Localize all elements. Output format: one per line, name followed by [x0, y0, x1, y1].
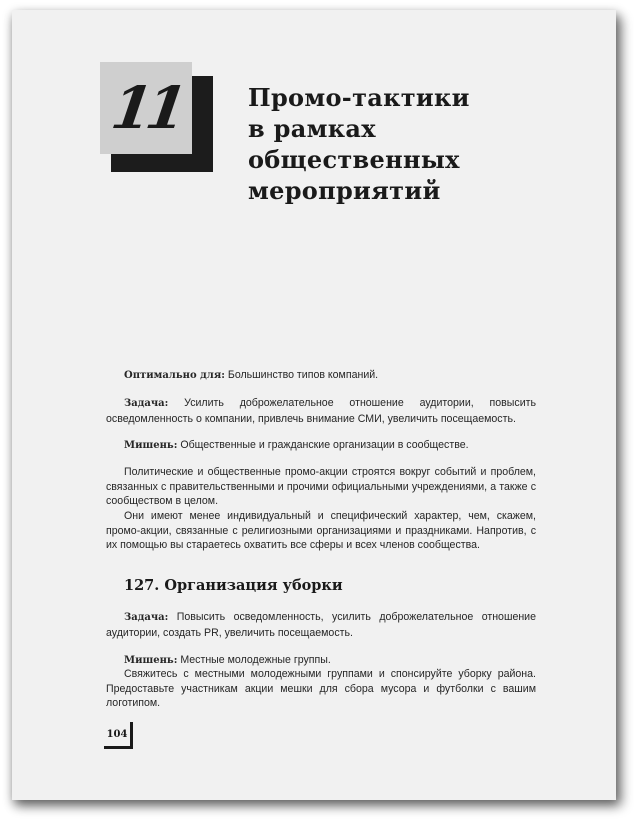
- intro-paragraph-1: Политические и общественные промо-акции строятся вокруг событий и проблем, связанных с правительственными и прочими официальными учреждениями, а также с сообществом в целом.: [106, 466, 536, 507]
- section-task-paragraph: [106, 610, 536, 640]
- chapter-title-line: Промо-тактики: [248, 83, 470, 112]
- page-number: 104: [104, 722, 133, 749]
- optimal-for-label: Оптимально для:: [124, 370, 225, 381]
- intro-paragraph-2: Они имеют менее индивидуальный и специфический характер, чем, скажем, промо-акции, связанные с религиозными организациями и праздниками. Напротив, с их помощью вы стараетесь охватить все сферы и всех членов сообщества.: [106, 510, 536, 551]
- optimal-for-text: Большинство типов компаний.: [224, 369, 379, 381]
- section-target-text: Местные молодежные группы.: [177, 654, 331, 666]
- target-text: Общественные и гражданские организации в сообществе.: [177, 439, 469, 451]
- chapter-title: [248, 82, 548, 206]
- task-text: Усилить доброжелательное отношение аудитории, повысить осведомленность о компании, привлечь внимание СМИ, увеличить посещаемость.: [106, 397, 536, 425]
- chapter-title-line: общественных: [248, 145, 460, 174]
- section-body-paragraph: Свяжитесь с местными молодежными группами и спонсируйте уборку района. Предоставьте участникам акции мешки для сбора мусора и футболки с вашим логотипом.: [106, 668, 536, 709]
- chapter-number-box: [100, 62, 192, 154]
- section-target-label: Мишень:: [124, 655, 178, 666]
- target-paragraph: [106, 438, 536, 454]
- task-paragraph: [106, 396, 536, 426]
- optimal-for-paragraph: [106, 368, 536, 384]
- chapter-title-line: в рамках: [248, 114, 376, 143]
- chapter-title-line: мероприятий: [248, 176, 441, 205]
- task-label: Задача:: [124, 398, 169, 409]
- section-heading: 127. Организация уборки: [124, 577, 343, 594]
- section-task-label: Задача:: [124, 612, 169, 623]
- section-task-text: Повысить осведомленность, усилить доброжелательное отношение аудитории, создать PR, увеличить посещаемость.: [106, 611, 536, 639]
- chapter-number: 11: [106, 74, 186, 142]
- target-label: Мишень:: [124, 440, 178, 451]
